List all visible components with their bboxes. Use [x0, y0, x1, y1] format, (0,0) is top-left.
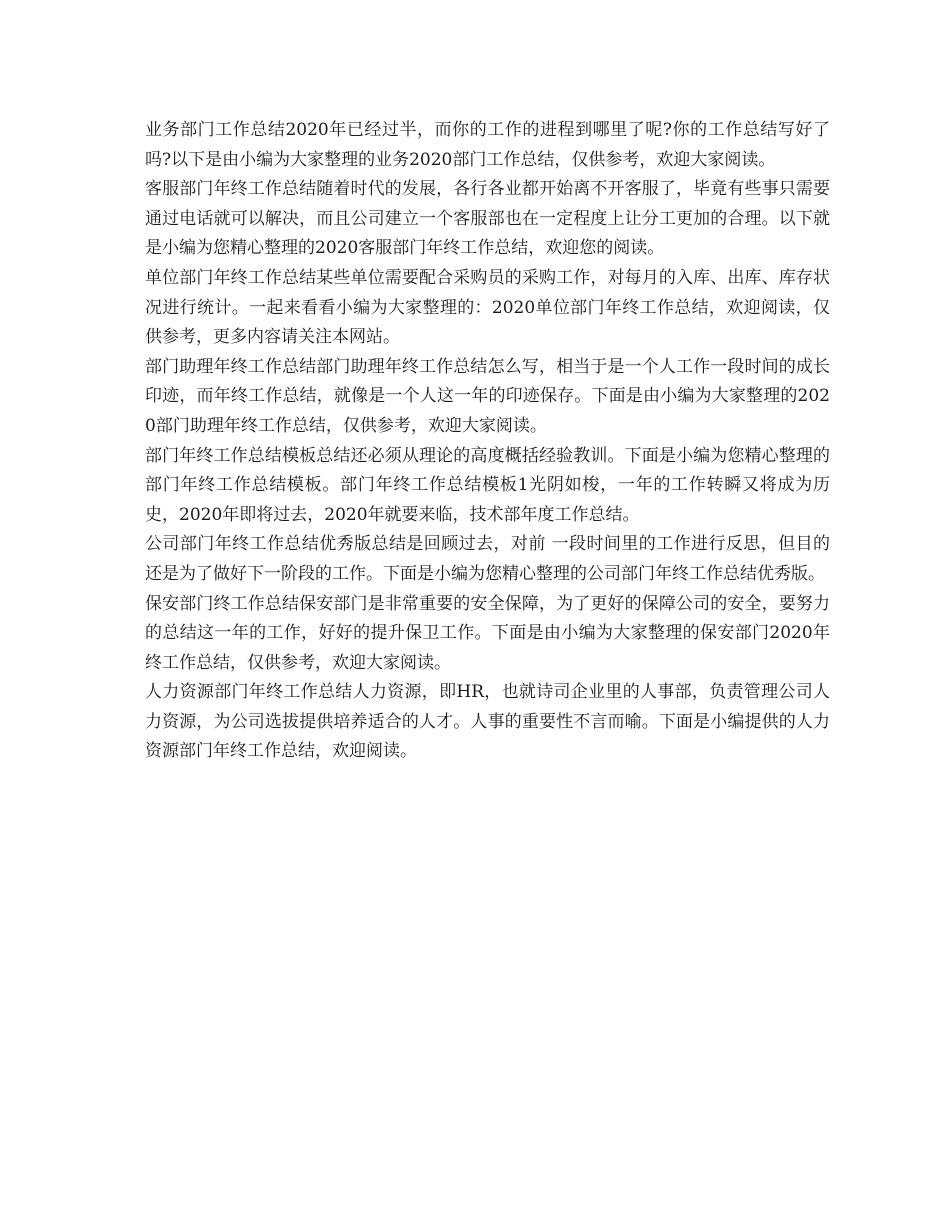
paragraph-unit-department: 单位部门年终工作总结某些单位需要配合采购员的采购工作，对每月的入库、出库、库存状况进行统计。一起来看看小编为大家整理的：2020单位部门年终工作总结，欢迎阅读，仅供参考，更多内容请关注本网站。: [145, 267, 830, 348]
paragraph-customer-service-department: 客服部门年终工作总结随着时代的发展，各行各业都开始离不开客服了，毕竟有些事只需要通过电话就可以解决，而且公司建立一个客服部也在一定程度上让分工更加的合理。以下就是小编为您精心整理的2020客服部门年终工作总结，欢迎您的阅读。: [145, 179, 830, 259]
paragraph-business-department: 业务部门工作总结2020年已经过半，而你的工作的进程到哪里了呢?你的工作总结写好了吗?以下是由小编为大家整理的业务2020部门工作总结，仅供参考，欢迎大家阅读。: [145, 120, 830, 170]
document-body: [145, 116, 830, 767]
paragraph-department-template: 部门年终工作总结模板总结还必须从理论的高度概括经验教训。下面是小编为您精心整理的部门年终工作总结模板。部门年终工作总结模板1光阴如梭，一年的工作转瞬又将成为历史，2020年即将过去，2020年就要来临，技术部年度工作总结。: [145, 445, 830, 525]
paragraph-company-department: 公司部门年终工作总结优秀版总结是回顾过去，对前 一段时间里的工作进行反思，但目的还是为了做好下一阶段的工作。下面是小编为您精心整理的公司部门年终工作总结优秀版。: [145, 534, 830, 584]
paragraph-security-department: 保安部门终工作总结保安部门是非常重要的安全保障，为了更好的保障公司的安全，要努力的总结这一年的工作，好好的提升保卫工作。下面是由小编为大家整理的保安部门2020年终工作总结，仅供参考，欢迎大家阅读。: [145, 593, 830, 673]
paragraph-human-resources-department: 人力资源部门年终工作总结人力资源，即HR，也就诗司企业里的人事部，负责管理公司人力资源，为公司选拔提供培养适合的人才。人事的重要性不言而喻。下面是小编提供的人力资源部门年终工作总结，欢迎阅读。: [145, 682, 830, 762]
paragraph-department-assistant: 部门助理年终工作总结部门助理年终工作总结怎么写，相当于是一个人工作一段时间的成长印迹，而年终工作总结，就像是一个人这一年的印迹保存。下面是由小编为大家整理的2020部门助理年终工作总结，仅供参考，欢迎大家阅读。: [145, 356, 830, 436]
